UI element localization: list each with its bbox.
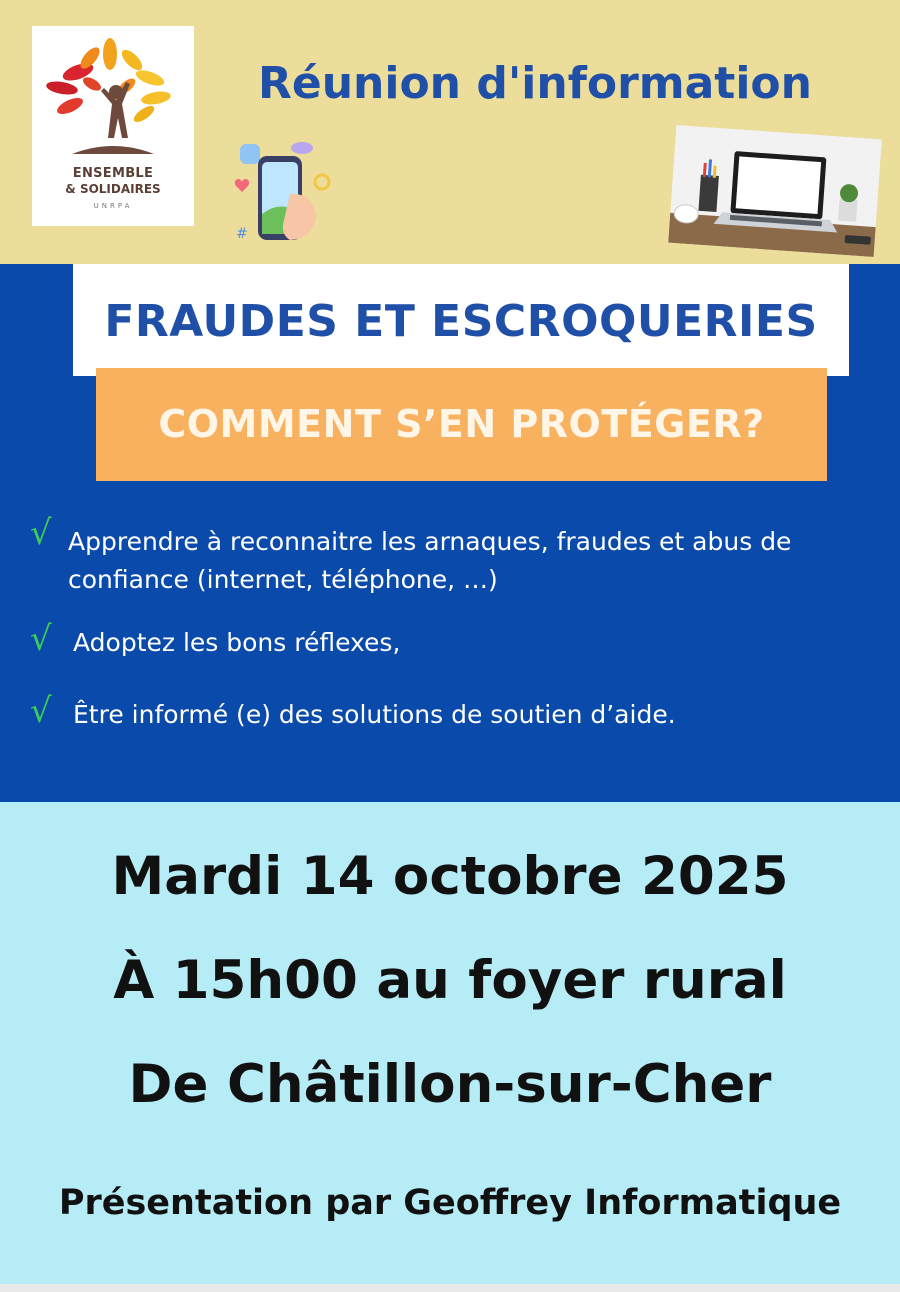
event-town: De Châtillon-sur-Cher: [128, 1054, 772, 1115]
logo-line-1: ENSEMBLE: [72, 166, 154, 181]
main-heading: FRAUDES ET ESCROQUERIES: [104, 296, 818, 347]
bullet-1-line-2: confiance (internet, téléphone, …): [68, 565, 498, 594]
logo-line-3: UNRPA: [93, 202, 133, 210]
event-date: Mardi 14 octobre 2025: [111, 846, 789, 907]
event-time-place: À 15h00 au foyer rural: [113, 950, 787, 1011]
logo-line-2: & SOLIDAIRES: [65, 182, 161, 196]
tree-logo-icon: [32, 26, 194, 166]
logo: [32, 26, 194, 226]
bullet-2: Adoptez les bons réflexes,: [73, 628, 401, 657]
smartphone-icon: [228, 134, 338, 244]
bullet-1-line-1: Apprendre à reconnaitre les arnaques, fraudes et abus de: [68, 527, 792, 556]
checkmark-icon: √: [30, 691, 52, 731]
presenter-line: Présentation par Geoffrey Informatique: [58, 1183, 842, 1223]
checkmark-icon: √: [30, 513, 52, 553]
page-title: Réunion d'information: [258, 58, 812, 109]
bullet-3: Être informé (e) des solutions de soutien d’aide.: [73, 700, 676, 729]
laptop-photo-icon: [668, 125, 882, 257]
svg-text:#: #: [236, 226, 248, 242]
checkmark-icon: √: [30, 619, 52, 659]
subheading: COMMENT S’EN PROTÉGER?: [158, 402, 765, 446]
